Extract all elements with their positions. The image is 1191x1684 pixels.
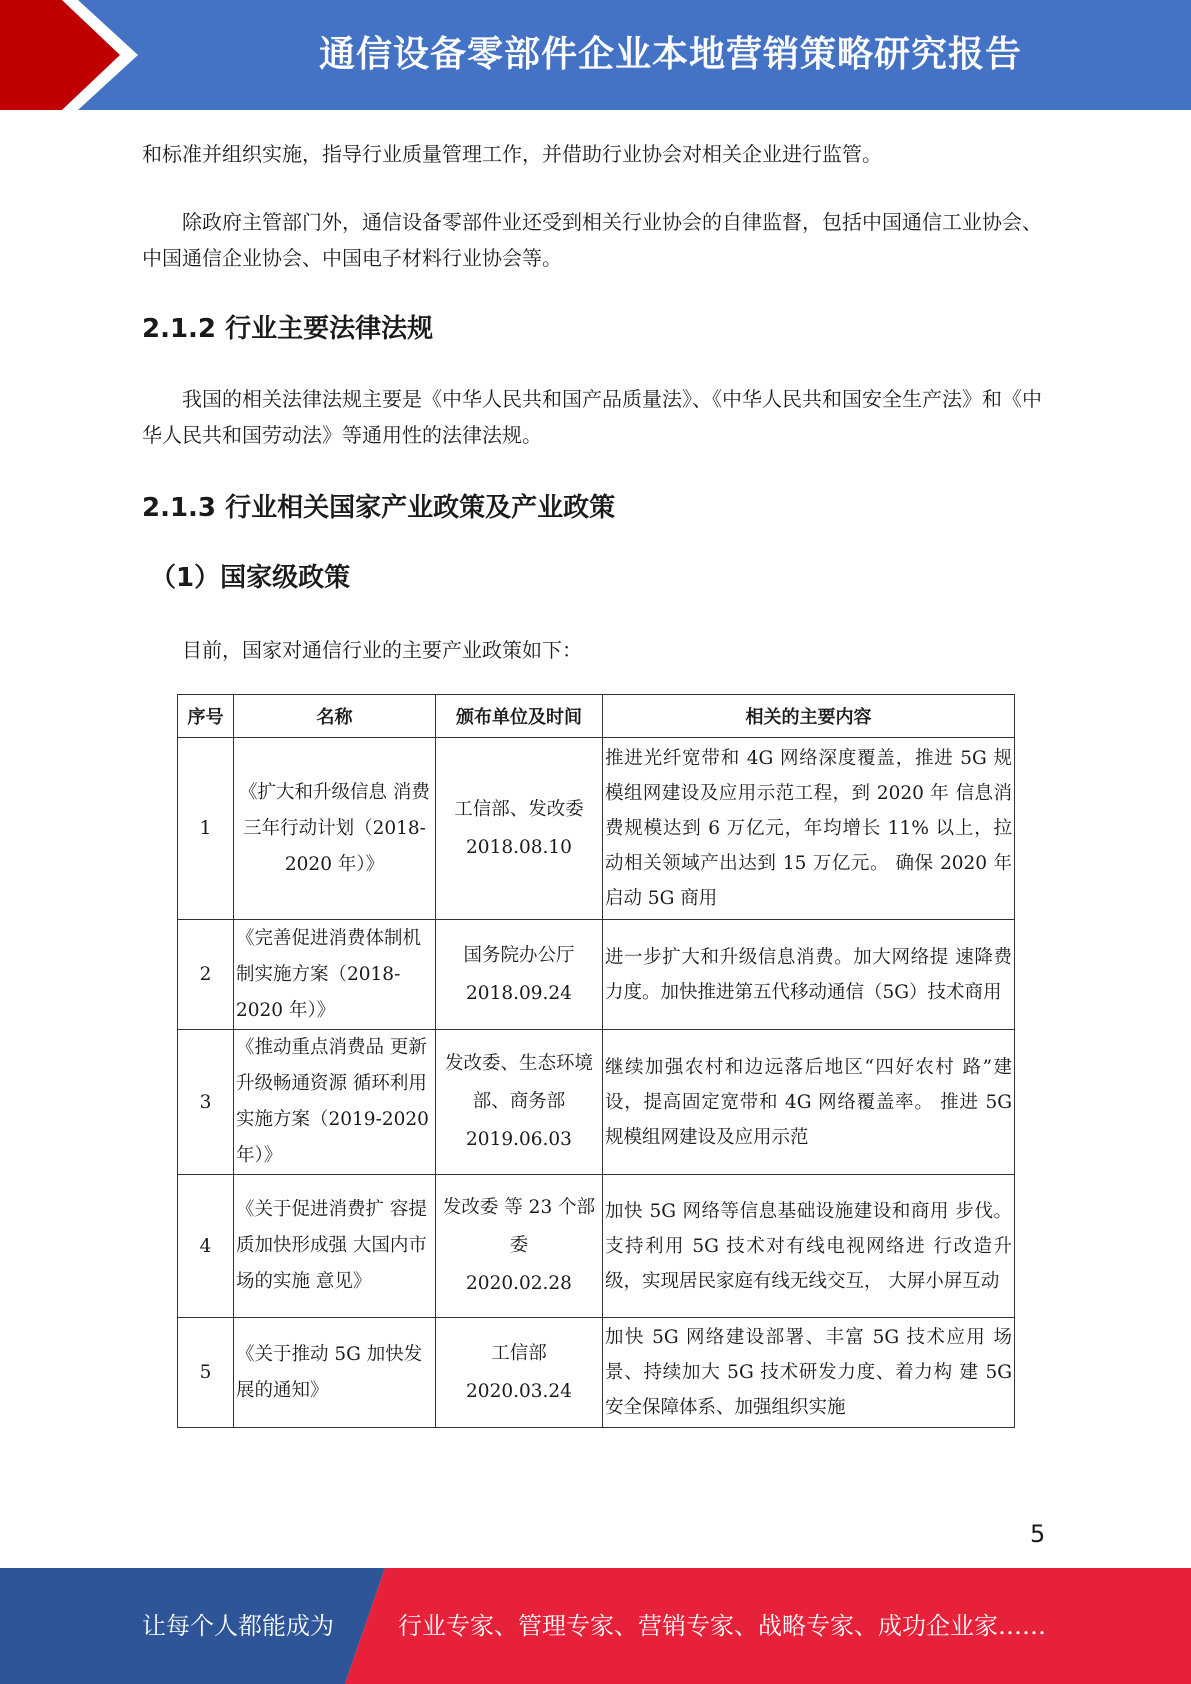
column-header-issuer: 颁布单位及时间 — [436, 695, 603, 738]
table-row — [178, 920, 1015, 1030]
policy-name: 《完善促进消费体制机制实施方案（2018-2020 年）》 — [234, 920, 436, 1030]
policy-content: 推进光纤宽带和 4G 网络深度覆盖，推进 5G 规模组网建设及应用示范工程，到 2020 年 信息消费规模达到 6 万亿元，年均增长 11% 以上，拉动相关领域产出达到 15 万亿元。 确保 2020 年启动 5G 商用 — [603, 738, 1015, 920]
issue-date: 2018.09.24 — [466, 982, 572, 1004]
issuer: 发改委、生态环境部、商务部 — [444, 1053, 593, 1112]
column-header-name: 名称 — [234, 695, 436, 738]
table-row — [178, 1175, 1015, 1318]
policy-content: 加快 5G 网络建设部署、丰富 5G 技术应用 场景、持续加大 5G 技术研发力度、着力构 建 5G 安全保障体系、加强组织实施 — [603, 1318, 1015, 1428]
section-heading-2-1-3: 2.1.3 行业相关国家产业政策及产业政策 — [142, 493, 616, 523]
policy-name: 《关于推动 5G 加快发展的通知》 — [234, 1318, 436, 1428]
issuer-and-date — [436, 920, 603, 1030]
subheading-national-policy: （1）国家级政策 — [150, 563, 351, 593]
issue-date: 2020.02.28 — [466, 1273, 572, 1294]
issue-date: 2020.03.24 — [466, 1380, 572, 1402]
footer-slogan-left: 让每个人都能成为 — [142, 1612, 334, 1640]
header-arrow-decoration — [0, 0, 160, 110]
issue-date: 2019.06.03 — [466, 1129, 572, 1150]
table-row — [178, 738, 1015, 920]
page-number: 5 — [1030, 1520, 1046, 1548]
policy-name: 《推动重点消费品 更新升级畅通资源 循环利用实施方案（2019-2020 年）》 — [234, 1030, 436, 1175]
issuer-and-date — [436, 738, 603, 920]
paragraph-laws: 我国的相关法律法规主要是《中华人民共和国产品质量法》、《中华人民共和国安全生产法》和《中华人民共和国劳动法》等通用性的法律法规。 — [142, 387, 1042, 447]
row-number: 5 — [178, 1318, 234, 1428]
row-number: 3 — [178, 1030, 234, 1175]
column-header-no: 序号 — [178, 695, 234, 738]
issue-date: 2018.08.10 — [466, 836, 572, 858]
page-header — [0, 0, 1191, 110]
issuer-and-date — [436, 1030, 603, 1175]
section-heading-2-1-2: 2.1.2 行业主要法律法规 — [142, 314, 434, 344]
paragraph-industry-associations: 除政府主管部门外，通信设备零部件业还受到相关行业协会的自律监督，包括中国通信工业协会、中国通信企业协会、中国电子材料行业协会等。 — [142, 210, 1042, 270]
issuer-and-date — [436, 1318, 603, 1428]
issuer: 发改委 等 23 个部委 — [442, 1197, 596, 1256]
row-number: 4 — [178, 1175, 234, 1318]
policy-content: 继续加强农村和边远落后地区“四好农村 路”建设，提高固定宽带和 4G 网络覆盖率。 推进 5G 规模组网建设及应用示范 — [603, 1030, 1015, 1175]
policy-content: 进一步扩大和升级信息消费。加大网络提 速降费力度。加快推进第五代移动通信（5G）技术商用 — [603, 920, 1015, 1030]
row-number: 2 — [178, 920, 234, 1030]
table-header-row — [178, 695, 1015, 738]
report-title: 通信设备零部件企业本地营销策略研究报告 — [318, 34, 1022, 75]
column-header-content: 相关的主要内容 — [603, 695, 1015, 738]
policy-name: 《扩大和升级信息 消费三年行动计划（2018-2020 年）》 — [234, 738, 436, 920]
table-row — [178, 1030, 1015, 1175]
footer-slogan-right: 行业专家、管理专家、营销专家、战略专家、成功企业家…… — [398, 1612, 1046, 1640]
issuer: 国务院办公厅 — [463, 944, 575, 966]
policy-name: 《关于促进消费扩 容提质加快形成强 大国内市场的实施 意见》 — [234, 1175, 436, 1318]
page-footer — [0, 1568, 1191, 1684]
table-row — [178, 1318, 1015, 1428]
issuer: 工信部、发改委 — [454, 798, 584, 820]
policy-content: 加快 5G 网络等信息基础设施建设和商用 步伐。支持利用 5G 技术对有线电视网络进 行改造升级，实现居民家庭有线无线交互， 大屏小屏互动 — [603, 1175, 1015, 1318]
issuer: 工信部 — [491, 1342, 547, 1364]
issuer-and-date — [436, 1175, 603, 1318]
paragraph-policy-intro: 目前，国家对通信行业的主要产业政策如下： — [182, 638, 582, 662]
row-number: 1 — [178, 738, 234, 920]
paragraph-continuation: 和标准并组织实施，指导行业质量管理工作，并借助行业协会对相关企业进行监管。 — [142, 142, 882, 166]
policy-table — [177, 694, 1015, 1428]
